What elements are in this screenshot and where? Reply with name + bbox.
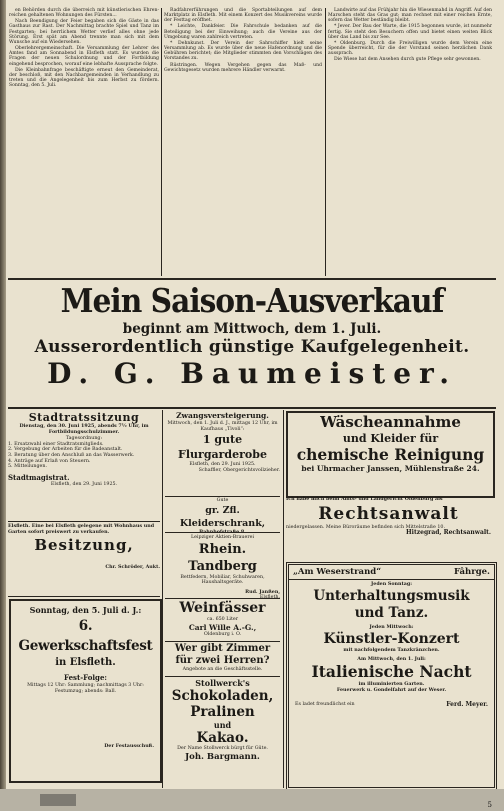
stadtrat-item: 1. Ersatzwahl einer Stadtratsmitglieds. — [8, 441, 104, 447]
kleiderschrank-title: gr. Zfl. Kleiderschrank, — [179, 504, 266, 529]
weserstrand-place: Fâhrge. — [453, 567, 490, 577]
tandberg-line1: Leipziger Aktien-Brauerei — [190, 535, 255, 540]
zwangsversteigerung-title: Zwangsversteigerung. — [176, 411, 269, 420]
ad-divider — [165, 641, 280, 642]
besitzung-intro: Elsfleth. Eine bei Elsfleth gelegene mit Wohnhaus und Garten sofort preiswert zu verkaufen. — [8, 523, 155, 535]
weserstrand-konzert-sub: mit nachfolgendem Tanzkränzchen. — [343, 647, 440, 654]
stadtrat-item: 5. Mitteilungen. — [8, 464, 48, 470]
news-paragraph: * Dehnkunst. Der Verein der Sahrschiffer hielt seine Versammlung ab. Es wurde über die neue Hafenordnung und die Gebühren berichtet; die Mitglieder stimmten den Vorschlägen des Vorstandes zu. — [164, 40, 322, 62]
gewerkschaftsfest-place: in Elsfleth. — [55, 657, 116, 668]
weserstrand-header — [289, 565, 494, 580]
ad-divider — [8, 521, 160, 522]
ad-divider — [165, 496, 280, 497]
zwangsversteigerung-ad — [165, 411, 280, 496]
news-paragraph: Rüstringen. Wegen Vergehen gegen das Maß- und Gewichtsgesetz wurden mehrere Händler verwarnt. — [164, 62, 322, 73]
weserstrand-nacht-sub: im illuminierten Garten. — [358, 681, 425, 688]
weserstrand-date: Am Mittwoch, den 1. Juli: — [357, 655, 426, 662]
zimmer-text: Angebote an die Geschäftsstelle. — [182, 667, 263, 672]
news-paragraph: Nach Beendigung der Feier begaben sich die Gäste in das Gasthaus zur Rast. Der Nachmittag brachte Spiel und Tanz im Festgarten; bei herrlichem Wetter verlief alles ohne jede Störung. Erst spät am Abend trennte man sich mit dem Wunsche auf ein Wiedersehen. — [9, 19, 159, 45]
gewerkschaftsfest-ad — [9, 599, 162, 783]
sale-banner-ad — [8, 281, 496, 406]
column-divider — [325, 8, 326, 276]
column-divider — [161, 8, 162, 276]
weserstrand-title2: und Tanz. — [354, 604, 429, 621]
news-column-3 — [328, 8, 492, 274]
stollwerck-line3: und — [213, 720, 232, 730]
ad-divider — [165, 676, 280, 677]
zwangsversteigerung-name: Schaffler, Obergerichtsvollzieher. — [198, 467, 280, 473]
gewerkschaftsfest-program-head: Fest-Folge: — [64, 673, 107, 682]
kleiderschrank-line1: Gute — [216, 498, 229, 503]
weserstrand-sonntag: Jeden Sonntag: — [371, 581, 412, 587]
tandberg-ad — [165, 535, 280, 597]
gewerkschaftsfest-title: 6. Gewerkschaftsfest — [18, 618, 153, 654]
weserstrand-konzert: Künstler-Konzert — [323, 631, 460, 648]
tandberg-title: Rhein. Tandberg — [188, 541, 257, 574]
stollwerck-note: Der Name Stollwerck bürgt für Güte. — [177, 746, 268, 751]
weserstrand-owner: Ferd. Meyer. — [446, 700, 488, 708]
stadtrat-notice — [8, 411, 160, 521]
stollwerck-line1: Schokoladen, — [171, 688, 274, 704]
stadtrat-title: Stadtratssitzung — [28, 411, 140, 424]
besitzung-ad — [8, 524, 160, 596]
stollwerck-name: Joh. Bargmann. — [185, 751, 260, 762]
weinfaesser-title: Weinfässer — [179, 600, 266, 616]
zimmer-line1: Wer gibt Zimmer — [174, 643, 271, 654]
news-paragraph: Landwirte auf das Frühjahr hin die Wiesenmahd in Angriff. Auf den Marschen steht das Gras gut; man rechnet mit einer reichen Ernte, sofern das Wetter beständig bleibt. — [328, 8, 492, 24]
scan-footer-strip — [0, 789, 504, 811]
rechtsanwalt-text: niedergelassen. Meine Büroräume befinden sich Mittelstraße 10. — [286, 524, 445, 530]
sale-banner-date: beginnt am Mittwoch, dem 1. Juli. — [122, 321, 382, 337]
gewerkschaftsfest-date: Sonntag, den 5. Juli d. J.: — [29, 605, 142, 615]
column-divider — [162, 410, 163, 788]
sale-banner-title: Mein Saison-Ausverkauf — [60, 281, 444, 320]
rechtsanwalt-name: Hitzegrad, Rechtsanwalt. — [406, 529, 491, 537]
weinfaesser-text: ca. 650 Liter — [206, 617, 239, 622]
ad-divider — [165, 532, 280, 533]
sale-banner-firm: D. G. Baumeister. — [47, 357, 457, 390]
page-binding-edge — [0, 0, 6, 811]
rechtsanwalt-title: Rechtsanwalt — [318, 503, 459, 524]
stollwerck-line2: Pralinen — [190, 704, 255, 720]
stollwerck-brand: Stollwerck's — [195, 678, 250, 688]
waescheannahme-line1: und Kleider für — [342, 432, 439, 445]
news-paragraph: * Jever. Der Bau der Warte, die 1915 begonnen wurde, ist nunmehr fertig. Sie steht den Besuchern offen und bietet einen weiten Blick über das Land bis zur See. — [328, 24, 492, 40]
weserstrand-feuer: Feuerwerk u. Gondelfahrt auf der Weser. — [336, 686, 447, 693]
news-paragraph: Die Wiese hat dem Ansehen durch gute Pflege sehr gewonnen. — [334, 57, 481, 63]
zwangsversteigerung-item: 1 gute Flurgarderobe — [178, 433, 267, 462]
news-column-1 — [9, 8, 159, 274]
stadtrat-item: 2. Vergebung der Arbeiten für die Badeanstalt. — [8, 447, 123, 453]
tandberg-name: Rud. Janßen, — [245, 588, 280, 595]
news-paragraph: * Oldenburg. Durch die Freiwilligen wurde dem Verein eine Spende überreicht, für die der Vorstand seinen herzlichen Dank aussprach. — [328, 40, 492, 57]
besitzung-title: Besitzung, — [34, 536, 134, 555]
zwangsversteigerung-place: Elsfleth, den 29. Juni 1925. — [189, 462, 256, 468]
weinfaesser-ad — [165, 600, 280, 638]
stadtrat-item: 4. Anträge auf Erlaß von Steuern. — [8, 458, 91, 464]
kleiderschrank-ad — [165, 498, 280, 532]
stadtrat-agenda-head: Tagesordnung: — [65, 436, 103, 442]
stollwerck-ad — [165, 678, 280, 782]
waescheannahme-line2: chemische Reinigung — [296, 445, 485, 464]
zimmer-ad — [165, 643, 280, 675]
rechtsanwalt-head: Ich habe mich beim Amts- und Landgericht Oldenburg als — [286, 496, 443, 502]
section-rule — [8, 407, 496, 409]
waescheannahme-line3: bei Uhrmacher Janssen, Mühlenstraße 24. — [301, 464, 480, 473]
gewerkschaftsfest-program: Mittags 12 Uhr: Sammlung; nachmittags 3 Uhr: Festumzug; abends: Ball. — [27, 683, 144, 694]
tandberg-text: Bettfedern, Mobiliar, Schuhwaren, Haushaltsgeräte. — [180, 574, 265, 586]
gewerkschaftsfest-footer: Der Festausschuß. — [104, 743, 154, 750]
news-paragraph: en Behörden durch die überreich mit künstlerischen Ehren-reichen gehaltenen Wohnungen des Fürsten... — [9, 8, 159, 19]
stadtrat-item: 3. Beratung über den Anschluß an das Wasserwerk. — [8, 452, 135, 458]
news-paragraph: Die Kleinbahnfrage beschäftigte erneut den Gemeinderat, der beschloß, mit den Nachbargemeinden in Verhandlung zu treten und die Angelegenheit bis zum Herbst zu fördern. Sonntag, den 5. Juli. — [9, 67, 159, 89]
weserstrand-ad — [286, 562, 497, 790]
weserstrand-name: „Am Weserstrand“ — [293, 567, 382, 577]
weinfaesser-place: Oldenburg i. O. — [203, 631, 242, 637]
zwangsversteigerung-text: Mittwoch, den 1. Juli d. J., mittags 12 Uhr, im Kaufhaus „Tivoli“: — [167, 421, 278, 432]
stadtrat-date: Dienstag, den 30. Juni 1925, abends 7½ Uhr, im Fortbildungsschulzimmer. — [19, 423, 149, 435]
ad-divider — [8, 596, 160, 597]
library-stamp — [40, 794, 76, 806]
magistrat-text: Elsfleth, den 29. Juni 1925. — [50, 481, 118, 487]
news-column-2 — [164, 8, 322, 274]
news-paragraph: Oberlehrergemeinschaft. Die Versammlung der Lehrer des Amtes fand am Sonnabend in Elsfleth statt. Es wurden die Fragen der neuen Schulordnung und der Fortbildung eingehend besprochen, worauf eine lebhafte Aussprache folgte. — [9, 46, 159, 67]
waescheannahme-title: Wäscheannahme — [320, 413, 461, 431]
weserstrand-mittwoch: Jeden Mittwoch: — [369, 623, 414, 630]
weinfaesser-firm: Carl Wille A.-G., — [188, 622, 257, 632]
weserstrand-nacht: Italienische Nacht — [311, 662, 472, 682]
section-rule — [8, 278, 496, 280]
weserstrand-title1: Unterhaltungsmusik — [313, 587, 470, 604]
rechtsanwalt-ad — [286, 497, 491, 559]
stollwerck-line4: Kakao. — [196, 730, 249, 746]
besitzung-agent: Chr. Schröder, Aukt. — [105, 564, 160, 571]
news-paragraph: Radfahrerführungen und die Sportabteilungen auf dem Marktplatz in Elsfleth. Mit einem Konzert des Musikvereins wurde der Festtag eröffnet. — [164, 8, 322, 24]
sale-banner-tagline: Ausserordentlich günstige Kaufgelegenheit. — [34, 337, 470, 357]
magistrat-title: Stadtmagistrat. — [8, 472, 70, 482]
news-paragraph: * Leichte, Dankfeier. Die Fahrschule bedanken auf die Beteiligung bei der Einweihung; auch die Vereine aus der Umgebung waren zahlreich vertreten. — [164, 24, 322, 40]
ad-divider — [165, 598, 280, 599]
weserstrand-footer — [289, 694, 494, 708]
zimmer-line2: für zwei Herren? — [175, 655, 270, 666]
weserstrand-invite: Es ladet freundlichst ein — [295, 701, 355, 707]
waescheannahme-ad — [286, 411, 495, 498]
column-divider — [283, 410, 284, 788]
page-number: 5 — [487, 801, 492, 809]
